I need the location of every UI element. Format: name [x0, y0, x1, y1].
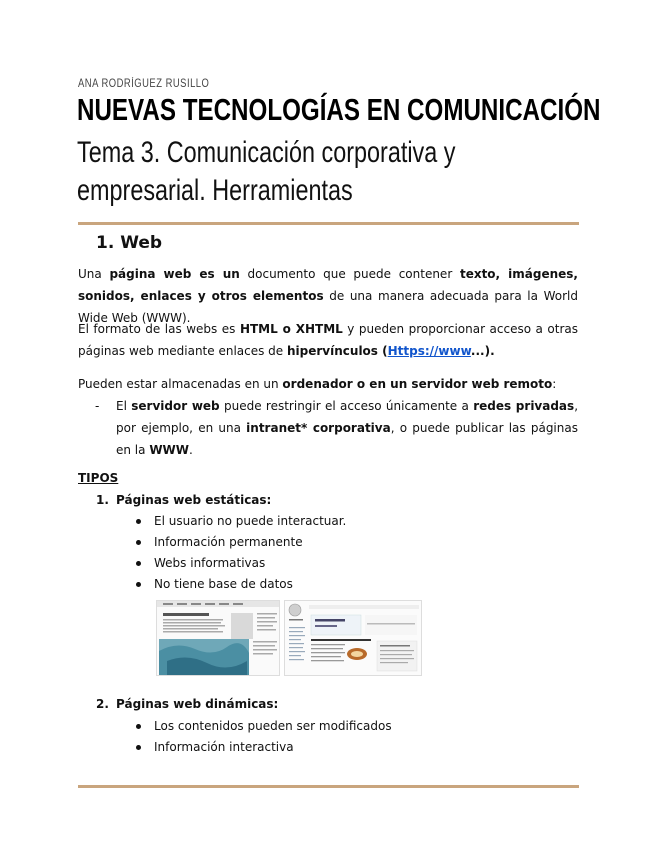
paragraph-definition: Una página web es un documento que puede contener texto, imágenes, sonidos, enlaces y otros elementos de una manera adecuada para la World Wide Web (WWW).	[78, 267, 578, 325]
static-site-screenshot	[156, 600, 280, 676]
section-heading: 1. Web	[96, 233, 163, 253]
author-name: ANA RODRÍGUEZ RUSILLO	[78, 78, 210, 90]
dash-item-text: El servidor web puede restringir el acceso únicamente a redes privadas, por ejemplo, en una intranet* corporativa, o puede publicar las páginas en la WWW.	[116, 399, 579, 457]
website-screenshots	[156, 600, 422, 676]
list-item: Información interactiva	[136, 737, 392, 758]
paragraph-format: El formato de las webs es HTML o XHTML y pueden proporcionar acceso a otras páginas web mediante enlaces de hipervínculos (Https://www...).	[78, 322, 578, 358]
bottom-divider	[78, 785, 579, 788]
dynamic-bullets	[136, 716, 392, 758]
list-item: Los contenidos pueden ser modificados	[136, 716, 392, 737]
document-subtitle: Tema 3. Comunicación corporativa y empresarial. Herramientas	[77, 136, 456, 207]
list-item-dynamic: 2. Páginas web dinámicas:	[96, 697, 279, 711]
list-item-static: 1. Páginas web estáticas:	[96, 493, 272, 507]
dash-marker: -	[95, 399, 100, 413]
dash-list-item	[78, 395, 579, 457]
tipos-heading: TIPOS	[78, 471, 119, 485]
dynamic-site-screenshot	[284, 600, 422, 676]
list-item: Webs informativas	[136, 553, 346, 574]
document-title: NUEVAS TECNOLOGÍAS EN COMUNICACIÓN	[77, 92, 601, 127]
list-item: No tiene base de datos	[136, 574, 346, 595]
static-bullets	[136, 511, 346, 595]
static-site-illustration	[157, 601, 280, 676]
paragraph-storage: Pueden estar almacenadas en un ordenador o en un servidor web remoto:	[78, 377, 557, 391]
list-item: Información permanente	[136, 532, 346, 553]
wiki-site-illustration	[285, 601, 422, 676]
list-item: El usuario no puede interactuar.	[136, 511, 346, 532]
top-divider	[78, 222, 579, 225]
hyperlink-www[interactable]: Https://www	[387, 344, 471, 358]
